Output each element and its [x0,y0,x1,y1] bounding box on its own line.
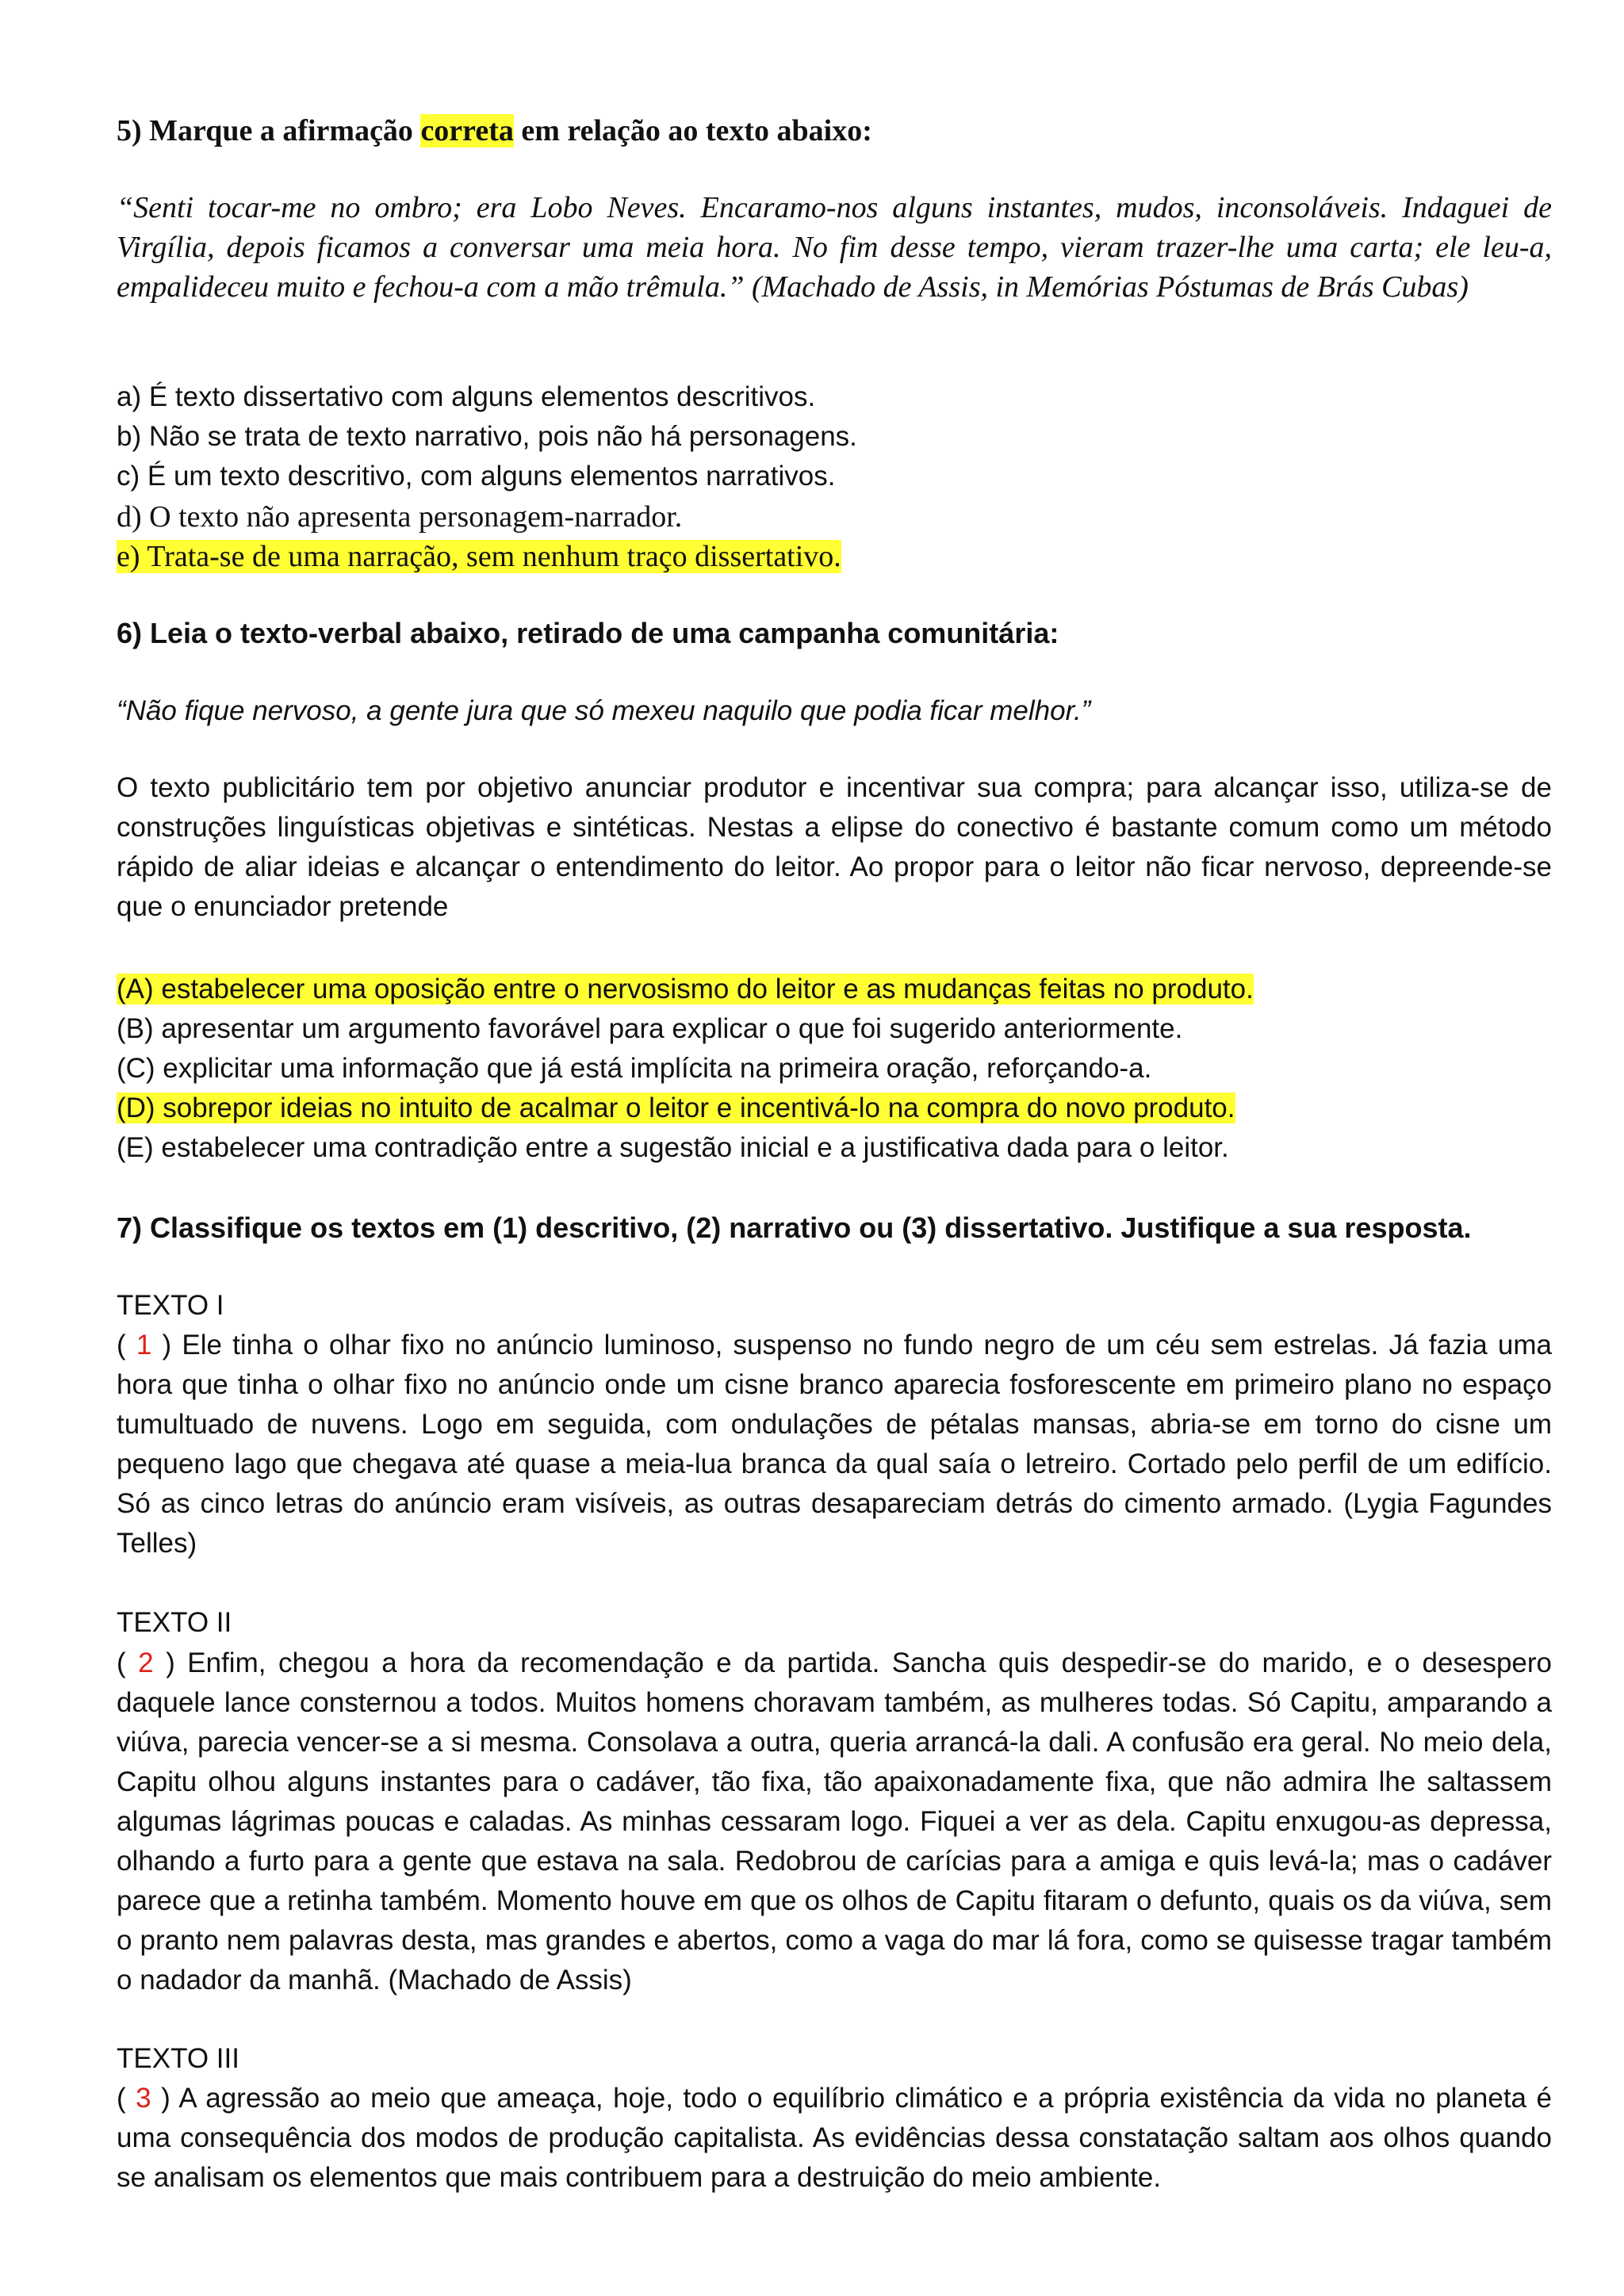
texto-1-heading: TEXTO I [117,1290,224,1321]
q6-option-e: (E) estabelecer uma contradição entre a sugestão inicial e a justificativa dada para o leitor. [117,1132,1229,1163]
q6-option-b: (B) apresentar um argumento favorável para explicar o que foi sugerido anteriormente. [117,1013,1183,1044]
q7-title: 7) Classifique os textos em (1) descritivo, (2) narrativo ou (3) dissertativo. Justifique a sua resposta. [117,1211,1472,1244]
texto-1-answer: 1 [136,1330,152,1360]
texto-3-heading: TEXTO III [117,2043,239,2074]
texto-3-answer: 3 [136,2083,151,2114]
texto-1-open-paren: ( [117,1330,136,1360]
texto-2-paragraph [117,1644,1552,2000]
texto-2-close-paren: ) [153,1647,188,1678]
q6-quote: “Não fique nervoso, a gente jura que só mexeu naquilo que podia ficar melhor.” [117,695,1091,726]
q6-option-c: (C) explicitar uma informação que já está implícita na primeira oração, reforçando-a. [117,1053,1152,1084]
q6-title: 6) Leia o texto-verbal abaixo, retirado de uma campanha comunitária: [117,617,1059,649]
q5-quote: “Senti tocar-me no ombro; era Lobo Neves. Encaramo-nos alguns instantes, mudos, inconsoláveis. Indaguei de Virgília, depois ficamos a conversar uma meia hora. No fim desse tempo, vieram trazer-lhe uma carta; ele leu-a, empalideceu muito e fechou-a com a mão trêmula.” (Machado de Assis, in Memórias Póstumas de Brás Cubas) [117,191,1552,304]
texto-2-heading: TEXTO II [117,1607,232,1638]
q5-title [117,111,1552,151]
texto-1-paragraph [117,1326,1552,1563]
texto-3-paragraph [117,2079,1552,2198]
texto-3-open-paren: ( [117,2083,136,2114]
q5-option-c: c) É um texto descritivo, com alguns elementos narrativos. [117,461,836,492]
texto-2-answer: 2 [138,1647,154,1678]
q5-option-e [117,537,1552,576]
texto-2-body: Enfim, chegou a hora da recomendação e da partida. Sancha quis despedir-se do marido, e o desespero daquele lance consternou a todos. Muitos homens choravam também, as mulheres todas. Só Capitu, amparando a viúva, parecia vencer-se a si mesma. Consolava a outra, queria arrancá-la dali. A confusão era geral. No meio dela, Capitu olhou alguns instantes para o cadáver, tão fixa, tão apaixonadamente fixa, que não admira lhe saltassem algumas lágrimas poucas e caladas. As minhas cessaram logo. Fiquei a ver as dela. Capitu enxugou-as depressa, olhando a furto para a gente que estava na sala. Redobrou de carícias para a amiga e quis levá-la; mas o cadáver parece que a retinha também. Momento houve em que os olhos de Capitu fitaram o defunto, quais os da viúva, sem o pranto nem palavras desta, mas grandes e abertos, como a vaga do mar lá fora, como se quisesse tragar também o nadador da manhã. (Machado de Assis) [117,1647,1553,1996]
q5-title-highlight: correta [420,114,514,147]
q5-title-after: em relação ao texto abaixo: [513,114,872,147]
q5-title-before: 5) Marque a afirmação [117,114,421,147]
q6-option-d [117,1089,1552,1128]
q6-option-d-text: (D) sobrepor ideias no intuito de acalmar o leitor e incentivá-lo na compra do novo produto. [117,1093,1235,1123]
texto-3-body: A agressão ao meio que ameaça, hoje, todo o equilíbrio climático e a própria existência da vida no planeta é uma consequência dos modos de produção capitalista. As evidências dessa constatação saltam aos olhos quando se analisam os elementos que mais contribuem para a destruição do meio ambiente. [117,2083,1552,2193]
q6-paragraph: O texto publicitário tem por objetivo anunciar produtor e incentivar sua compra; para alcançar isso, utiliza-se de construções linguísticas objetivas e sintéticas. Nestas a elipse do conectivo é bastante comum como um método rápido de aliar ideias e alcançar o entendimento do leitor. Ao propor para o leitor não ficar nervoso, depreende-se que o enunciador pretende [117,772,1552,922]
q5-option-a: a) É texto dissertativo com alguns elementos descritivos. [117,381,816,412]
texto-3-close-paren: ) [151,2083,179,2114]
q6-option-a [117,970,1552,1009]
texto-2-open-paren: ( [117,1647,139,1678]
texto-1-close-paren: ) [151,1330,182,1360]
q5-option-d: d) O texto não apresenta personagem-narrador. [117,500,683,534]
q5-option-b: b) Não se trata de texto narrativo, pois não há personagens. [117,421,857,452]
q6-option-a-text: (A) estabelecer uma oposição entre o nervosismo do leitor e as mudanças feitas no produto. [117,974,1254,1004]
texto-1-body: Ele tinha o olhar fixo no anúncio luminoso, suspenso no fundo negro de um céu sem estrelas. Já fazia uma hora que tinha o olhar fixo no anúncio onde um cisne branco aparecia fosforescente em primeiro plano no espaço tumultuado de nuvens. Logo em seguida, com ondulações de pétalas mansas, abria-se em torno do cisne um pequeno lago que chegava até quase a meia-lua branca da qual saía o letreiro. Cortado pelo perfil de um edifício. Só as cinco letras do anúncio eram visíveis, as outras desapareciam detrás do cimento armado. (Lygia Fagundes Telles) [117,1330,1552,1559]
q5-option-e-text: e) Trata-se de uma narração, sem nenhum traço dissertativo. [117,540,841,573]
